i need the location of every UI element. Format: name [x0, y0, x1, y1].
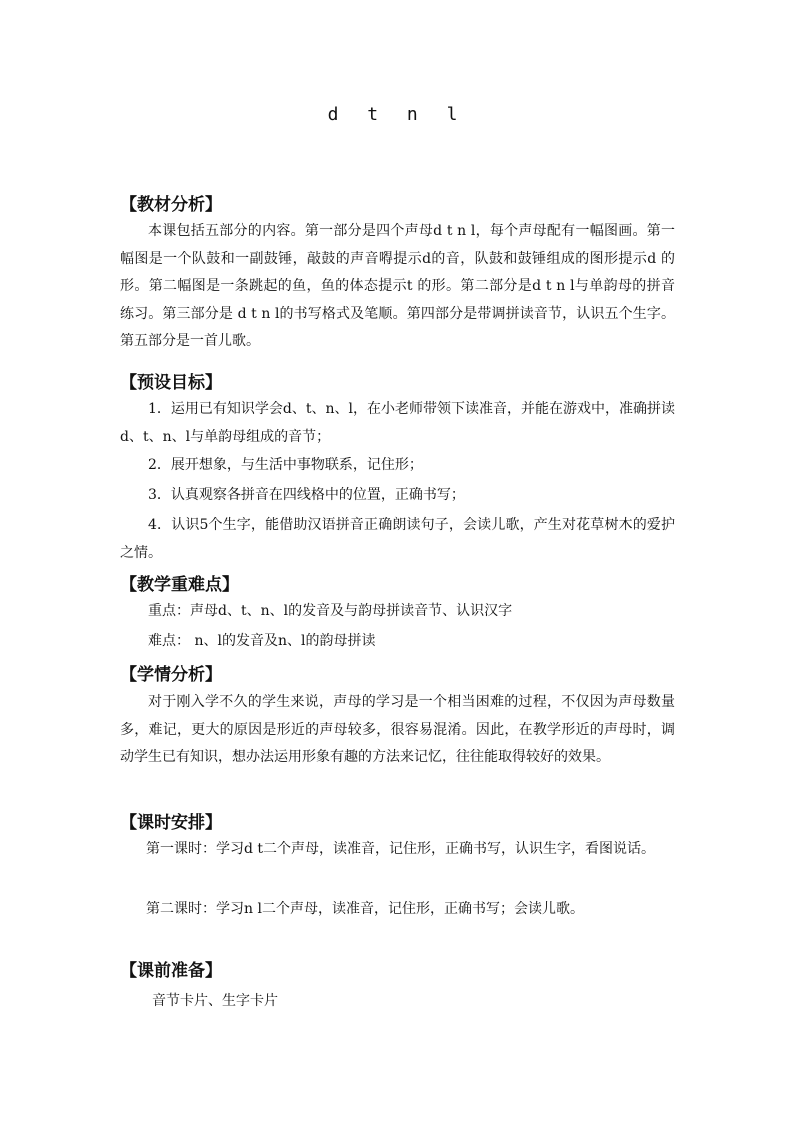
heading-learner: 【学情分析】 [120, 665, 222, 685]
paragraph-analysis: 本课包括五部分的内容。第一部分是四个声母d t n l，每个声母配有一幅图画。第一幅图是一个队鼓和一副鼓锤，敲鼓的声音嘚提示d的音，队鼓和鼓锤组成的图形提示d 的形。第二幅图是一条跳起的鱼，鱼的体态提示t 的形。第二部分是d t n l与单韵母的拼音练习。第三部分是 d t n l的书写格式及笔顺。第四部分是带调拼读音节，认识五个生字。第五部分是一首儿歌。 [120, 223, 675, 350]
heading-goals: 【预设目标】 [120, 373, 222, 393]
heading-schedule: 【课时安排】 [120, 813, 222, 833]
goal-item-2: 2．展开想象，与生活中事物联系，记住形； [148, 457, 423, 473]
key-point-important: 重点：声母d、t、n、l的发音及与韵母拼读音节、认识汉字 [148, 603, 513, 619]
heading-prep: 【课前准备】 [120, 961, 222, 981]
goal-item-1: 1．运用已有知识学会d、t、n、l，在小老师带领下读准音，并能在游戏中，准确拼读d、t、n、l与单韵母组成的音节； [120, 401, 675, 445]
key-point-difficult: 难点： n、l的发音及n、l的韵母拼读 [148, 633, 376, 649]
paragraph-learner: 对于刚入学不久的学生来说，声母的学习是一个相当困难的过程，不仅因为声母数量多，难记，更大的原因是形近的声母较多，很容易混淆。因此，在教学形近的声母时，调动学生已有知识，想办法运用形象有趣的方法来记忆，往往能取得较好的效果。 [120, 694, 675, 766]
paragraph-prep: 音节卡片、生字卡片 [152, 993, 278, 1009]
heading-key-points: 【教学重难点】 [120, 575, 239, 595]
heading-analysis: 【教材分析】 [120, 195, 222, 215]
goal-item-3: 3．认真观察各拼音在四线格中的位置，正确书写； [148, 487, 465, 503]
document-title: d t n l [327, 104, 467, 125]
goal-item-4: 4．认识5个生字，能借助汉语拼音正确朗读句子，会读儿歌，产生对花草树木的爱护之情。 [120, 517, 675, 561]
schedule-first-lesson: 第一课时：学习d t二个声母，读准音，记住形，正确书写，认识生字，看图说话。 [146, 841, 656, 857]
schedule-second-lesson: 第二课时：学习n l二个声母，读准音，记住形，正确书写；会读儿歌。 [146, 901, 584, 917]
